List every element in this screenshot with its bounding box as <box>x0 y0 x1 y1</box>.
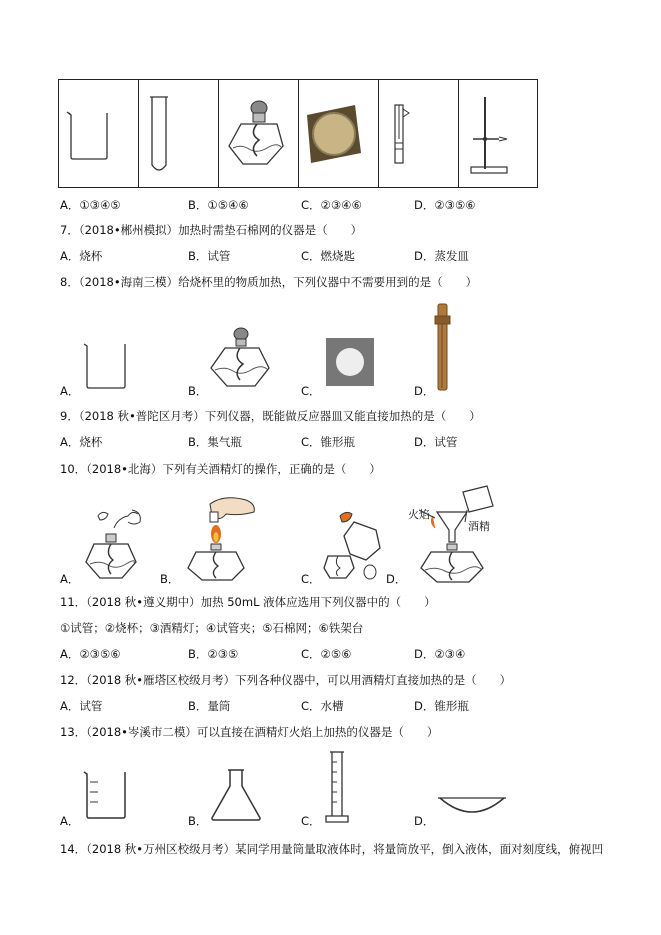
q7-option-d[interactable]: D．蒸发皿 <box>414 249 469 263</box>
iron-stand-cell <box>459 80 538 188</box>
q11-option-c[interactable]: C．②⑤⑥ <box>301 647 352 661</box>
q10-stem: 10．（2018•北海）下列有关酒精灯的操作，正确的是（ ） <box>60 462 381 476</box>
test-tube-image <box>139 91 179 177</box>
q10-option-d[interactable]: D． <box>386 572 407 586</box>
q6-option-b[interactable]: B．①⑤④⑥ <box>188 198 249 212</box>
apparatus-table <box>58 79 538 188</box>
q13-conical-flask-image <box>206 766 266 824</box>
q9-option-c[interactable]: C．锥形瓶 <box>301 435 356 449</box>
q10-lamp-c-image <box>320 508 386 582</box>
q8-beaker-image <box>78 336 134 392</box>
q8-wooden-holder-image <box>428 300 458 394</box>
q12-stem: 12．（2018 秋•雁塔区校级月考）下列各种仪器中，可以用酒精灯直接加热的是（ ） <box>60 673 512 687</box>
q10-flame-label: 火焰 <box>408 508 430 521</box>
q6-option-d[interactable]: D．②③⑤⑥ <box>414 198 476 212</box>
q12-option-a[interactable]: A．试管 <box>60 699 103 713</box>
test-tube-cell <box>139 80 219 188</box>
q13-option-c[interactable]: C． <box>301 814 321 828</box>
q8-option-a[interactable]: A． <box>60 384 80 398</box>
q10-alcohol-label: 酒精 <box>468 520 490 533</box>
q12-option-b[interactable]: B．量筒 <box>188 699 231 713</box>
iron-stand-image <box>459 91 519 177</box>
asbestos-gauze-cell <box>299 80 379 188</box>
q11-option-d[interactable]: D．②③④ <box>414 647 466 661</box>
q13-graduated-cylinder-image <box>322 748 352 826</box>
q13-option-b[interactable]: B． <box>188 814 208 828</box>
q13-option-a[interactable]: A． <box>60 814 80 828</box>
alcohol-lamp-image <box>219 94 285 174</box>
q8-option-b[interactable]: B． <box>188 384 208 398</box>
q10-option-b[interactable]: B． <box>160 572 180 586</box>
q11-option-b[interactable]: B．②③⑤ <box>188 647 239 661</box>
q11-option-a[interactable]: A．②③⑤⑥ <box>60 647 121 661</box>
test-tube-holder-cell <box>379 80 459 188</box>
alcohol-lamp-cell <box>219 80 299 188</box>
q12-option-c[interactable]: C．水槽 <box>301 699 344 713</box>
q10-option-a[interactable]: A． <box>60 572 80 586</box>
q10-lamp-b-image <box>180 494 260 584</box>
q9-option-d[interactable]: D．试管 <box>414 435 458 449</box>
q9-option-b[interactable]: B．集气瓶 <box>188 435 242 449</box>
q7-option-c[interactable]: C．燃烧匙 <box>301 249 356 263</box>
q8-stem: 8．（2018•海南三模）给烧杯里的物质加热，下列仪器中不需要用到的是（ ） <box>60 275 478 289</box>
q11-items: ①试管；②烧杯；③酒精灯；④试管夹；⑤石棉网；⑥铁架台 <box>60 621 364 635</box>
asbestos-gauze-image <box>299 101 365 167</box>
q7-stem: 7．（2018•郴州模拟）加热时需垫石棉网的仪器是（ ） <box>60 223 363 237</box>
q7-option-b[interactable]: B．试管 <box>188 249 231 263</box>
q8-option-d[interactable]: D． <box>414 384 435 398</box>
q14-stem: 14．（2018 秋•万州区校级月考）某同学用量筒量取液体时，将量筒放平，倒入液体，面对刻度线，俯视凹 <box>60 842 604 856</box>
q10-lamp-a-image <box>72 506 156 584</box>
beaker-image <box>59 99 119 169</box>
beaker-cell <box>59 80 139 188</box>
q9-stem: 9．（2018 秋•普陀区月考）下列仪器，既能做反应器皿又能直接加热的是（ ） <box>60 409 481 423</box>
q9-option-a[interactable]: A．烧杯 <box>60 435 103 449</box>
q10-lamp-d-image <box>405 482 505 586</box>
q8-alcohol-lamp-image <box>203 326 273 392</box>
test-tube-holder-image <box>379 99 419 169</box>
q13-evaporating-dish-image <box>436 792 508 818</box>
q12-option-d[interactable]: D．锥形瓶 <box>414 699 469 713</box>
q7-option-a[interactable]: A．烧杯 <box>60 249 103 263</box>
q6-option-a[interactable]: A．①③④⑤ <box>60 198 121 212</box>
q6-option-c[interactable]: C．②③④⑥ <box>301 198 362 212</box>
q11-stem: 11．（2018 秋•遵义期中）加热 50mL 液体应选用下列仪器中的（ ） <box>60 595 436 609</box>
q8-option-c[interactable]: C． <box>301 384 321 398</box>
q13-beaker-image <box>78 766 134 822</box>
q13-option-d[interactable]: D． <box>414 814 435 828</box>
q13-stem: 13．（2018•岑溪市二模）可以直接在酒精灯火焰上加热的仪器是（ ） <box>60 725 439 739</box>
q10-option-c[interactable]: C． <box>301 572 321 586</box>
q8-gauze-image <box>324 336 376 388</box>
